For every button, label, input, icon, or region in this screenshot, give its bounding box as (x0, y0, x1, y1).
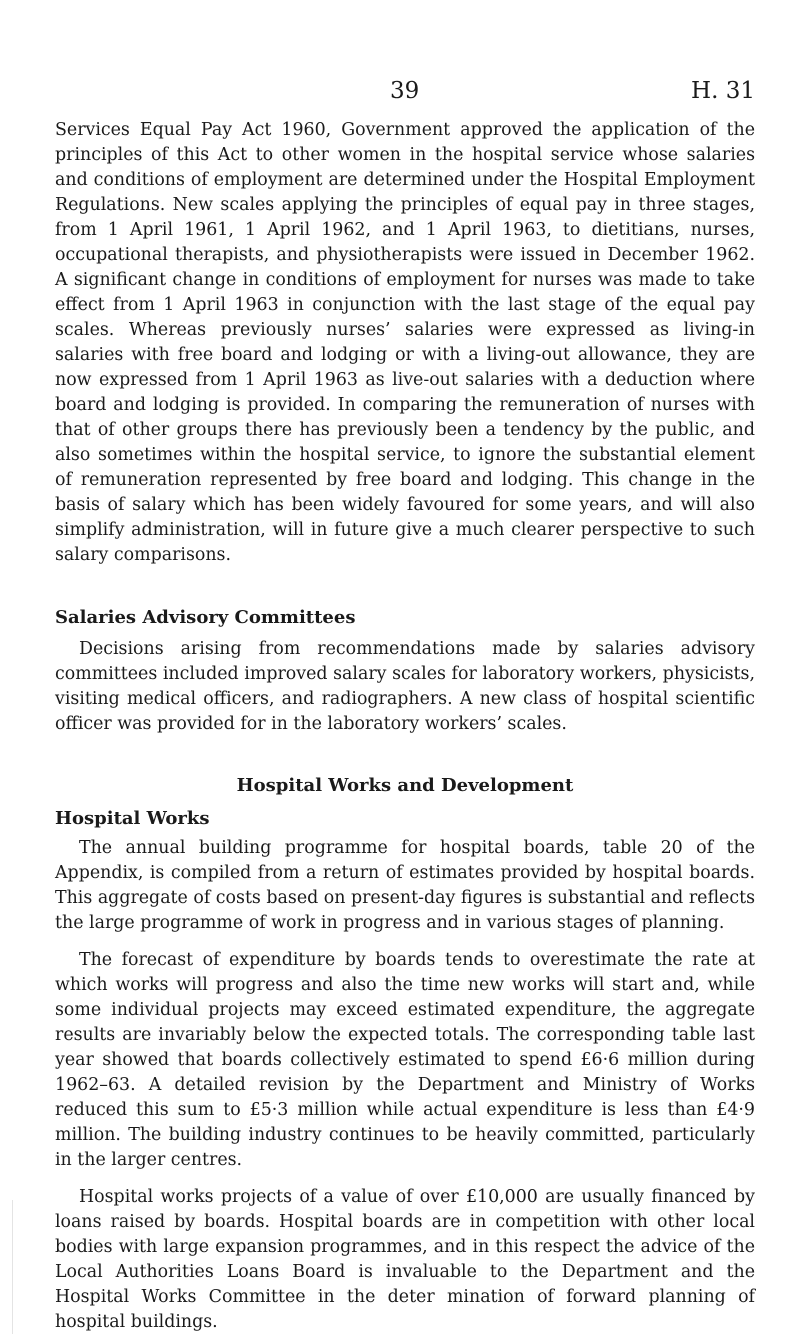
document-page (55, 78, 755, 1335)
paragraph-equal-pay: Services Equal Pay Act 1960, Government approved the application of the principles of this Act to other women in the hospital service whose salaries and conditions of employment are determined under the Hospital Employment Regulations. New scales applying the principles of equal pay in three stages, from 1 April 1961, 1 April 1962, and 1 April 1963, to dietitians, nurses, occupational therapists, and physiotherapists were issued in December 1962. A significant change in conditions of employment for nurses was made to take effect from 1 April 1963 in conjunction with the last stage of the equal pay scales. Whereas previously nurses’ salaries were expressed as living-in salaries with free board and lodging or with a living-out allowance, they are now expressed from 1 April 1963 as live-out salaries with a deduction where board and lodging is provided. In comparing the remuneration of nurses with that of other groups there has previously been a tendency by the public, and also sometimes within the hospital service, to ignore the substantial element of remuneration represented by free board and lodging. This change in the basis of salary which has been widely favoured for some years, and will also simplify administration, will in future give a much clearer perspective to such salary comparisons. (55, 120, 755, 565)
paragraph-building-programme: The annual building programme for hospital boards, table 20 of the Appendix, is compiled from a return of estimates provided by hospital boards. This aggregate of costs based on present-day figures is substantial and reflects the large programme of work in progress and in various stages of planning. (55, 838, 755, 933)
paragraph-expenditure-forecast: The forecast of expenditure by boards tends to overestimate the rate at which works will progress and also the time new works will start and, while some individual projects may exceed estimated expenditure, the aggregate results are invariably below the expected totals. The corresponding table last year showed that boards collectively estimated to spend £6·6 million during 1962–63. A detailed revision by the Department and Ministry of Works reduced this sum to £5·3 million while actual expenditure is less than £4·9 million. The building industry continues to be heavily committed, particularly in the larger centres. (55, 950, 755, 1170)
document-reference: H. 31 (691, 78, 755, 104)
page-number: 39 (390, 78, 420, 104)
heading-salaries-advisory-committees: Salaries Advisory Committees (55, 607, 356, 628)
scan-edge-mark (12, 1200, 13, 1334)
heading-hospital-works-and-development: Hospital Works and Development (236, 775, 574, 796)
paragraph-loan-financing: Hospital works projects of a value of over £10,000 are usually financed by loans raised by boards. Hospital boards are in competition with other local bodies with large expansion programmes, and in this respect the advice of the Local Authorities Loans Board is invaluable to the Department and the Hospital Works Committee in the deter mination of forward planning of hospital buildings. (55, 1187, 755, 1332)
running-header (55, 78, 755, 118)
heading-hospital-works: Hospital Works (55, 808, 210, 829)
paragraph-salaries-advisory: Decisions arising from recommendations made by salaries advisory committees included improved salary scales for laboratory workers, physicists, visiting medical officers, and radiographers. A new class of hospital scientific officer was provided for in the laboratory workers’ scales. (55, 639, 755, 734)
